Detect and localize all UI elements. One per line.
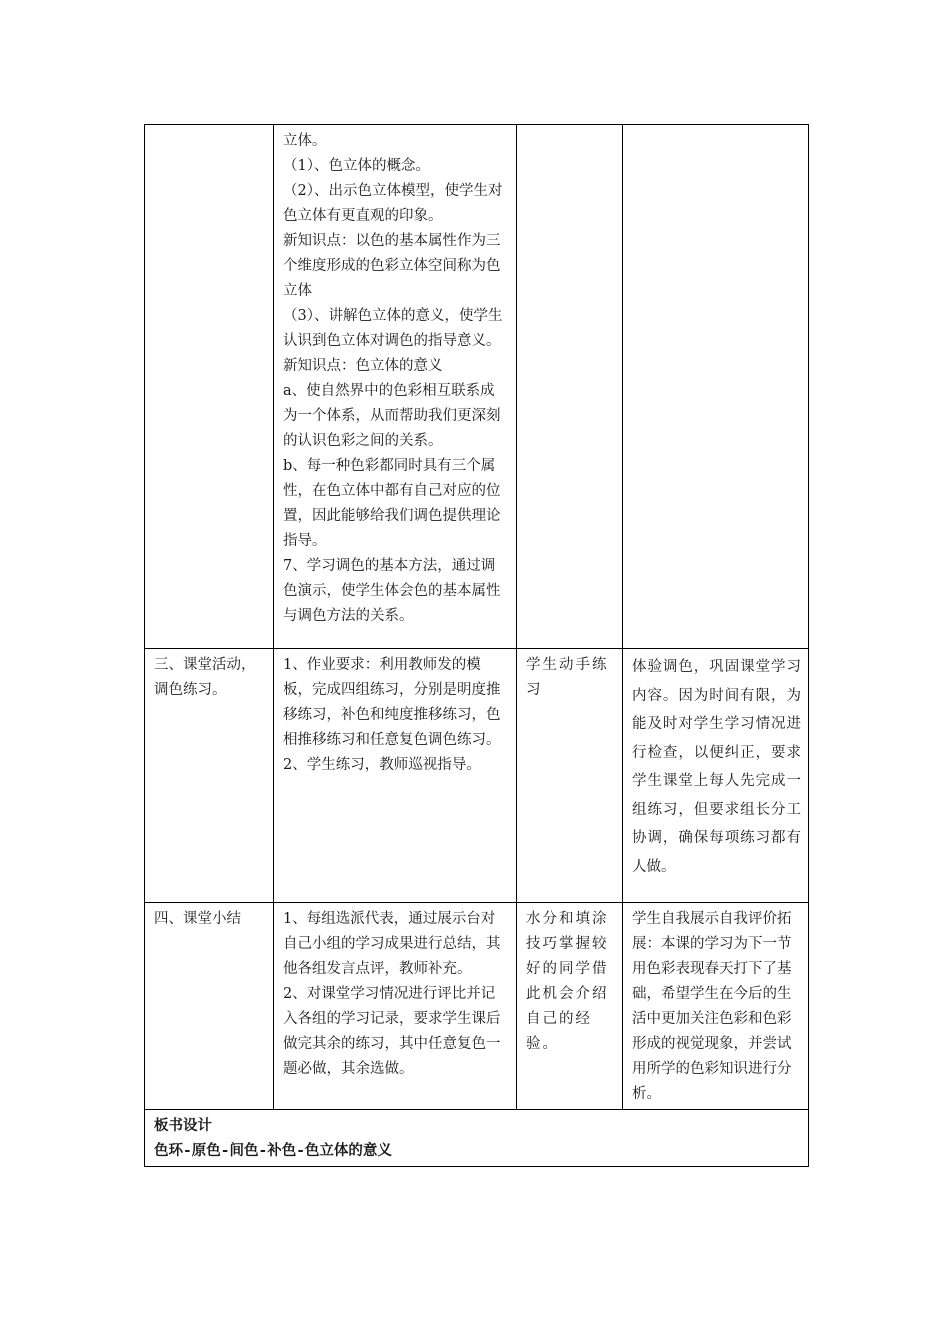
student-activity-cell: [517, 125, 623, 649]
teacher-paragraph: 立体。: [283, 133, 327, 149]
table-row: [145, 125, 809, 649]
stage-cell: 四、课堂小结: [145, 903, 274, 1110]
stage-cell: [145, 125, 274, 649]
teacher-paragraph: 2、学生练习，教师巡视指导。: [283, 757, 481, 773]
student-activity-cell: 水分和填涂技巧掌握较好的同学借此机会介绍自己的经验。: [517, 903, 623, 1110]
teacher-activity-cell: [274, 125, 517, 649]
board-design-content: 色环-原色-间色-补色-色立体的意义: [154, 1143, 392, 1159]
board-design-title: 板书设计: [154, 1118, 212, 1134]
design-intent-cell: 学生自我展示自我评价拓展：本课的学习为下一节用色彩表现春天打下了基础，希望学生在今后的生活中更加关注色彩和色彩形成的视觉现象，并尝试用所学的色彩知识进行分析。: [623, 903, 809, 1110]
design-intent-cell: [623, 125, 809, 649]
teacher-paragraph: （3）、讲解色立体的意义，使学生认识到色立体对调色的指导意义。: [283, 308, 503, 349]
table-row: [145, 903, 809, 1110]
lesson-plan-table: [144, 124, 809, 1167]
student-activity-cell: 学生动手练习: [517, 649, 623, 903]
teacher-paragraph: （1）、色立体的概念。: [283, 158, 430, 174]
teacher-activity-cell: [274, 903, 517, 1110]
table-row: [145, 649, 809, 903]
teacher-paragraph: a、使自然界中的色彩相互联系成为一个体系，从而帮助我们更深刻的认识色彩之间的关系。: [283, 383, 501, 449]
teacher-paragraph: 1、作业要求：利用教师发的模板，完成四组练习，分别是明度推移练习，补色和纯度推移练习，色相推移练习和任意复色调色练习。: [283, 657, 501, 748]
board-design-cell: [145, 1110, 809, 1167]
teacher-paragraph: 7、学习调色的基本方法，通过调色演示，使学生体会色的基本属性与调色方法的关系。: [283, 558, 501, 624]
teacher-activity-cell: [274, 649, 517, 903]
teacher-paragraph: 新知识点：以色的基本属性作为三个维度形成的色彩立体空间称为色立体: [283, 233, 501, 299]
teacher-paragraph: 1、每组选派代表，通过展示台对自己小组的学习成果进行总结，其他各组发言点评，教师补充。: [283, 911, 501, 977]
teacher-paragraph: （2）、出示色立体模型，使学生对色立体有更直观的印象。: [283, 183, 503, 224]
stage-cell: 三、课堂活动，调色练习。: [145, 649, 274, 903]
teacher-paragraph: 新知识点：色立体的意义: [283, 358, 443, 374]
board-design-row: [145, 1110, 809, 1167]
teacher-paragraph: 2、对课堂学习情况进行评比并记入各组的学习记录，要求学生课后做完其余的练习，其中任意复色一题必做，其余选做。: [283, 986, 501, 1077]
teacher-paragraph: b、每一种色彩都同时具有三个属性，在色立体中都有自己对应的位置，因此能够给我们调色提供理论指导。: [283, 458, 501, 549]
design-intent-cell: 体验调色，巩固课堂学习内容。因为时间有限，为能及时对学生学习情况进行检查，以便纠正，要求学生课堂上每人先完成一组练习，但要求组长分工协调，确保每项练习都有人做。: [623, 649, 809, 903]
